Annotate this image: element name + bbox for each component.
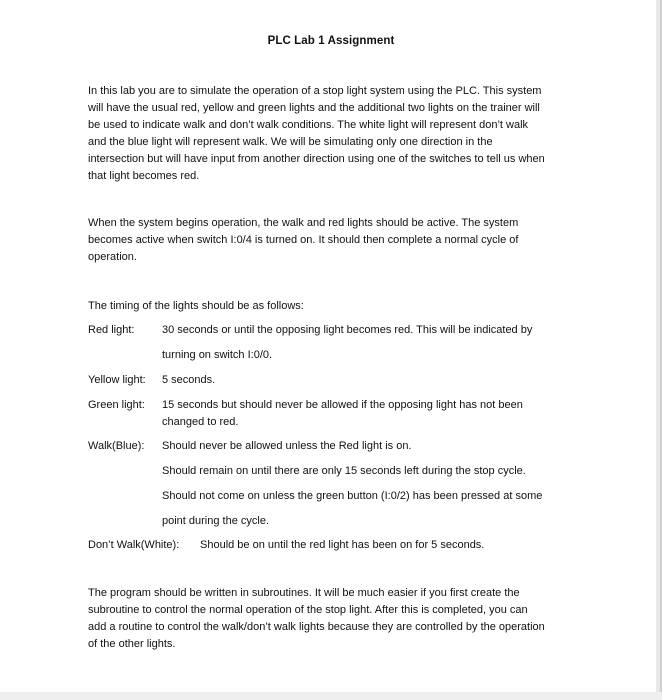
walk-description bbox=[162, 438, 572, 530]
startup-line: becomes active when switch I:0/4 is turned on. It should then complete a normal cycle of bbox=[88, 234, 519, 246]
red-light-line: 30 seconds or until the opposing light becomes red. This will be indicated by bbox=[162, 324, 533, 336]
startup-line: When the system begins operation, the walk and red lights should be active. The system bbox=[88, 217, 519, 229]
green-light-label: Green light: bbox=[88, 399, 145, 411]
walk-line: Should not come on unless the green button (I:0/2) has been pressed at some bbox=[162, 490, 543, 502]
red-light-label: Red light: bbox=[88, 324, 135, 336]
dont-walk-line: Should be on until the red light has been on for 5 seconds. bbox=[200, 539, 485, 551]
walk-line: point during the cycle. bbox=[162, 515, 270, 527]
green-light-line: 15 seconds but should never be allowed if the opposing light has not been bbox=[162, 399, 523, 411]
dont-walk-description bbox=[200, 537, 580, 554]
program-line: The program should be written in subroutines. It will be much easier if you first create the bbox=[88, 587, 520, 599]
startup-paragraph bbox=[88, 215, 578, 266]
intro-line: be used to indicate walk and don’t walk conditions. The white light will represent don’t walk bbox=[88, 119, 529, 131]
dont-walk-label: Don’t Walk(White): bbox=[88, 539, 180, 551]
document-title: PLC Lab 1 Assignment bbox=[267, 35, 395, 47]
intro-line: will have the usual red, yellow and green lights and the additional two lights on the trainer will bbox=[88, 102, 540, 114]
timing-intro: The timing of the lights should be as follows: bbox=[88, 300, 304, 312]
green-light-line: changed to red. bbox=[162, 416, 239, 428]
intro-line: intersection but will have input from another direction using one of the switches to tell us when bbox=[88, 153, 545, 165]
walk-line: Should never be allowed unless the Red light is on. bbox=[162, 440, 412, 452]
walk-line: Should remain on until there are only 15 seconds left during the stop cycle. bbox=[162, 465, 526, 477]
program-paragraph bbox=[88, 585, 578, 653]
startup-line: operation. bbox=[88, 251, 137, 263]
yellow-light-description bbox=[162, 372, 572, 389]
program-line: subroutine to control the normal operation of the stop light. After this is completed, you can bbox=[88, 604, 528, 616]
program-line: of the other lights. bbox=[88, 638, 176, 650]
red-light-description bbox=[162, 322, 572, 364]
red-light-line: turning on switch I:0/0. bbox=[162, 349, 273, 361]
intro-line: and the blue light will represent walk. We will be simulating only one direction in the bbox=[88, 136, 493, 148]
intro-paragraph bbox=[88, 83, 578, 185]
intro-line: In this lab you are to simulate the operation of a stop light system using the PLC. This system bbox=[88, 85, 542, 97]
green-light-description bbox=[162, 397, 572, 431]
walk-label: Walk(Blue): bbox=[88, 440, 145, 452]
page-edge-bottom bbox=[0, 692, 662, 700]
yellow-light-label: Yellow light: bbox=[88, 374, 146, 386]
intro-line: that light becomes red. bbox=[88, 170, 200, 182]
program-line: add a routine to control the walk/don’t walk lights because they are controlled by the operation bbox=[88, 621, 545, 633]
yellow-light-line: 5 seconds. bbox=[162, 374, 216, 386]
